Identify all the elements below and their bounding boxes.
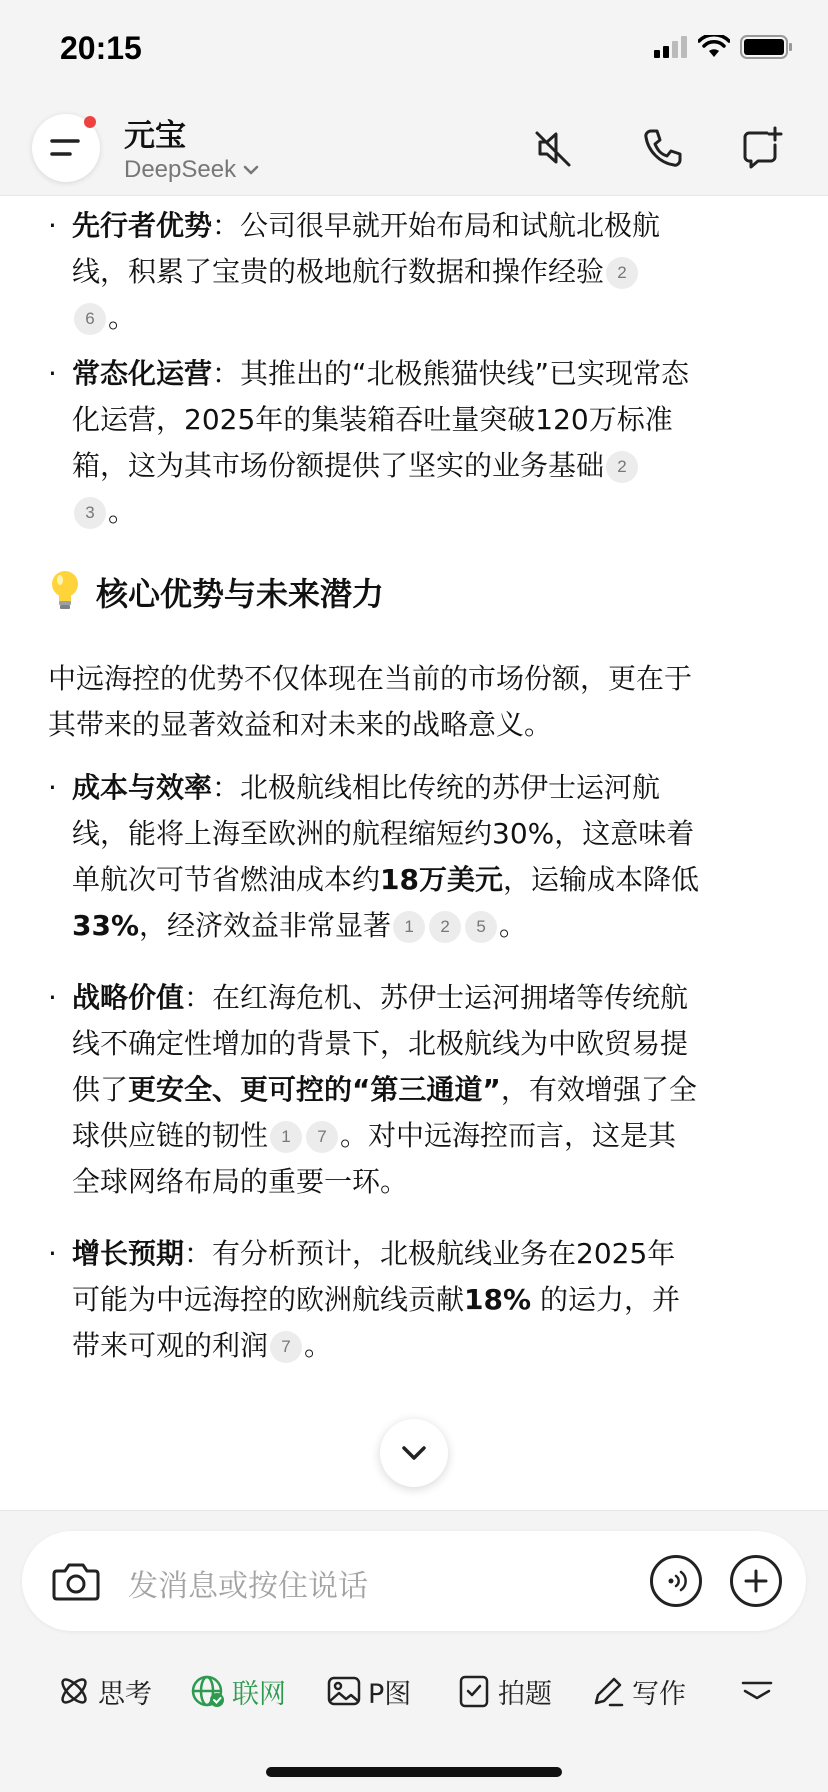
tool-image-edit-label: P图 [368,1678,412,1710]
list-item-line: 增长预期：有分析预计，北极航线业务在2025年 [72,1237,676,1270]
list-item-line: 33%，经济效益非常显著 1 2 5 。 [72,909,528,942]
tool-photo-question-label: 拍题 [498,1678,552,1710]
call-button[interactable] [634,120,690,176]
bullet-dot: · [48,771,57,804]
bullet-dot: · [48,357,57,390]
mute-button[interactable] [526,120,582,176]
composer-area [0,1510,828,1792]
bullet-dot: · [48,1237,57,1270]
expand-tools-button[interactable] [740,1661,774,1721]
bullet-dot: · [48,209,57,242]
list-item-line: 球供应链的韧性 1 7 。对中远海控而言，这是其 [72,1119,677,1152]
status-time: 20:15 [60,30,142,66]
chat-header [0,100,828,196]
list-item-line: 先行者优势：公司很早就开始布局和试航北极航 [72,209,661,242]
tool-web-search-label: 联网 [232,1678,286,1710]
voice-wave-icon [662,1567,690,1595]
citation-badge[interactable]: 5 [465,911,497,943]
list-item-line: 供了更安全、更可控的“第三通道”，有效增强了全 [72,1073,697,1106]
tool-think[interactable] [56,1661,152,1721]
plus-icon [742,1567,770,1595]
list-item-line: 战略价值：在红海危机、苏伊士运河拥堵等传统航 [72,981,689,1014]
list-item-line: 3 。 [72,489,136,535]
home-indicator [266,1767,562,1777]
lightbulb-icon [48,569,82,624]
list-item-line: 线，积累了宝贵的极地航行数据和操作经验 2 [72,249,640,295]
chat-message [0,197,828,1509]
image-icon [326,1673,362,1709]
status-icons [654,34,794,60]
message-placeholder: 发消息或按住说话 [128,1569,368,1604]
chevron-down-icon [740,1679,774,1703]
notification-dot [84,116,96,128]
app-title: 元宝 [124,118,186,154]
tool-writing[interactable] [590,1661,686,1721]
citation-badge[interactable]: 1 [393,911,425,943]
wifi-icon [698,35,730,59]
menu-icon [48,135,84,161]
scroll-to-bottom-button[interactable] [380,1419,448,1487]
toolbar [0,1661,828,1721]
camera-icon [51,1559,101,1603]
message-input[interactable] [22,1531,806,1631]
tool-photo-question[interactable] [456,1661,552,1721]
speaker-muted-icon [531,125,577,171]
chevron-down-icon [242,164,260,176]
list-item-line: 可能为中远海控的欧洲航线贡献18% 的运力，并 [72,1283,680,1316]
new-chat-button[interactable] [734,120,790,176]
citation-badge[interactable]: 1 [270,1121,302,1153]
section-heading: 核心优势与未来潜力 [48,569,384,624]
menu-button[interactable] [32,114,100,182]
chevron-down-icon [400,1444,428,1462]
list-item-line: 线不确定性增加的背景下，北极航线为中欧贸易提 [72,1027,689,1060]
citation-badge[interactable]: 7 [306,1121,338,1153]
new-chat-icon [739,125,785,171]
citation-badge[interactable]: 2 [606,451,638,483]
list-item-line: 6 。 [72,295,136,341]
list-item-line: 常态化运营：其推出的“北极熊猫快线”已实现常态 [72,357,690,390]
clipboard-check-icon [456,1673,492,1709]
tool-writing-label: 写作 [632,1678,686,1710]
list-item-line: 成本与效率：北极航线相比传统的苏伊士运河航 [72,771,661,804]
tool-think-label: 思考 [98,1678,152,1710]
atom-icon [56,1673,92,1709]
bullet-dot: · [48,981,57,1014]
add-button[interactable] [730,1555,782,1607]
tool-web-search[interactable] [190,1661,286,1721]
tool-image-edit[interactable] [326,1661,411,1721]
list-item-line: 化运营，2025年的集装箱吞吐量突破120万标准 [72,403,673,436]
battery-icon [740,34,794,60]
citation-badge[interactable]: 7 [270,1331,302,1363]
list-item-line: 线，能将上海至欧洲的航程缩短约30%，这意味着 [72,817,695,850]
citation-badge[interactable]: 2 [606,257,638,289]
camera-button[interactable] [48,1553,104,1609]
model-name: DeepSeek [124,156,237,183]
citation-badge[interactable]: 3 [74,497,106,529]
citation-badge[interactable]: 6 [74,303,106,335]
paragraph-line: 中远海控的优势不仅体现在当前的市场份额，更在于 [48,662,693,695]
paragraph-line: 其带来的显著效益和对未来的战略意义。 [48,708,553,741]
status-bar [0,0,828,100]
list-item-line: 箱，这为其市场份额提供了坚实的业务基础 2 [72,443,640,489]
phone-icon [639,125,685,171]
model-selector[interactable] [124,156,260,184]
list-item-line: 带来可观的利润 7 。 [72,1329,333,1362]
voice-button[interactable] [650,1555,702,1607]
cellular-signal-icon [654,36,688,58]
list-item-line: 单航次可节省燃油成本约18万美元，运输成本降低 [72,863,699,896]
globe-check-icon [190,1673,226,1709]
pencil-icon [590,1673,626,1709]
citation-badge[interactable]: 2 [429,911,461,943]
list-item-line: 全球网络布局的重要一环。 [72,1165,409,1198]
